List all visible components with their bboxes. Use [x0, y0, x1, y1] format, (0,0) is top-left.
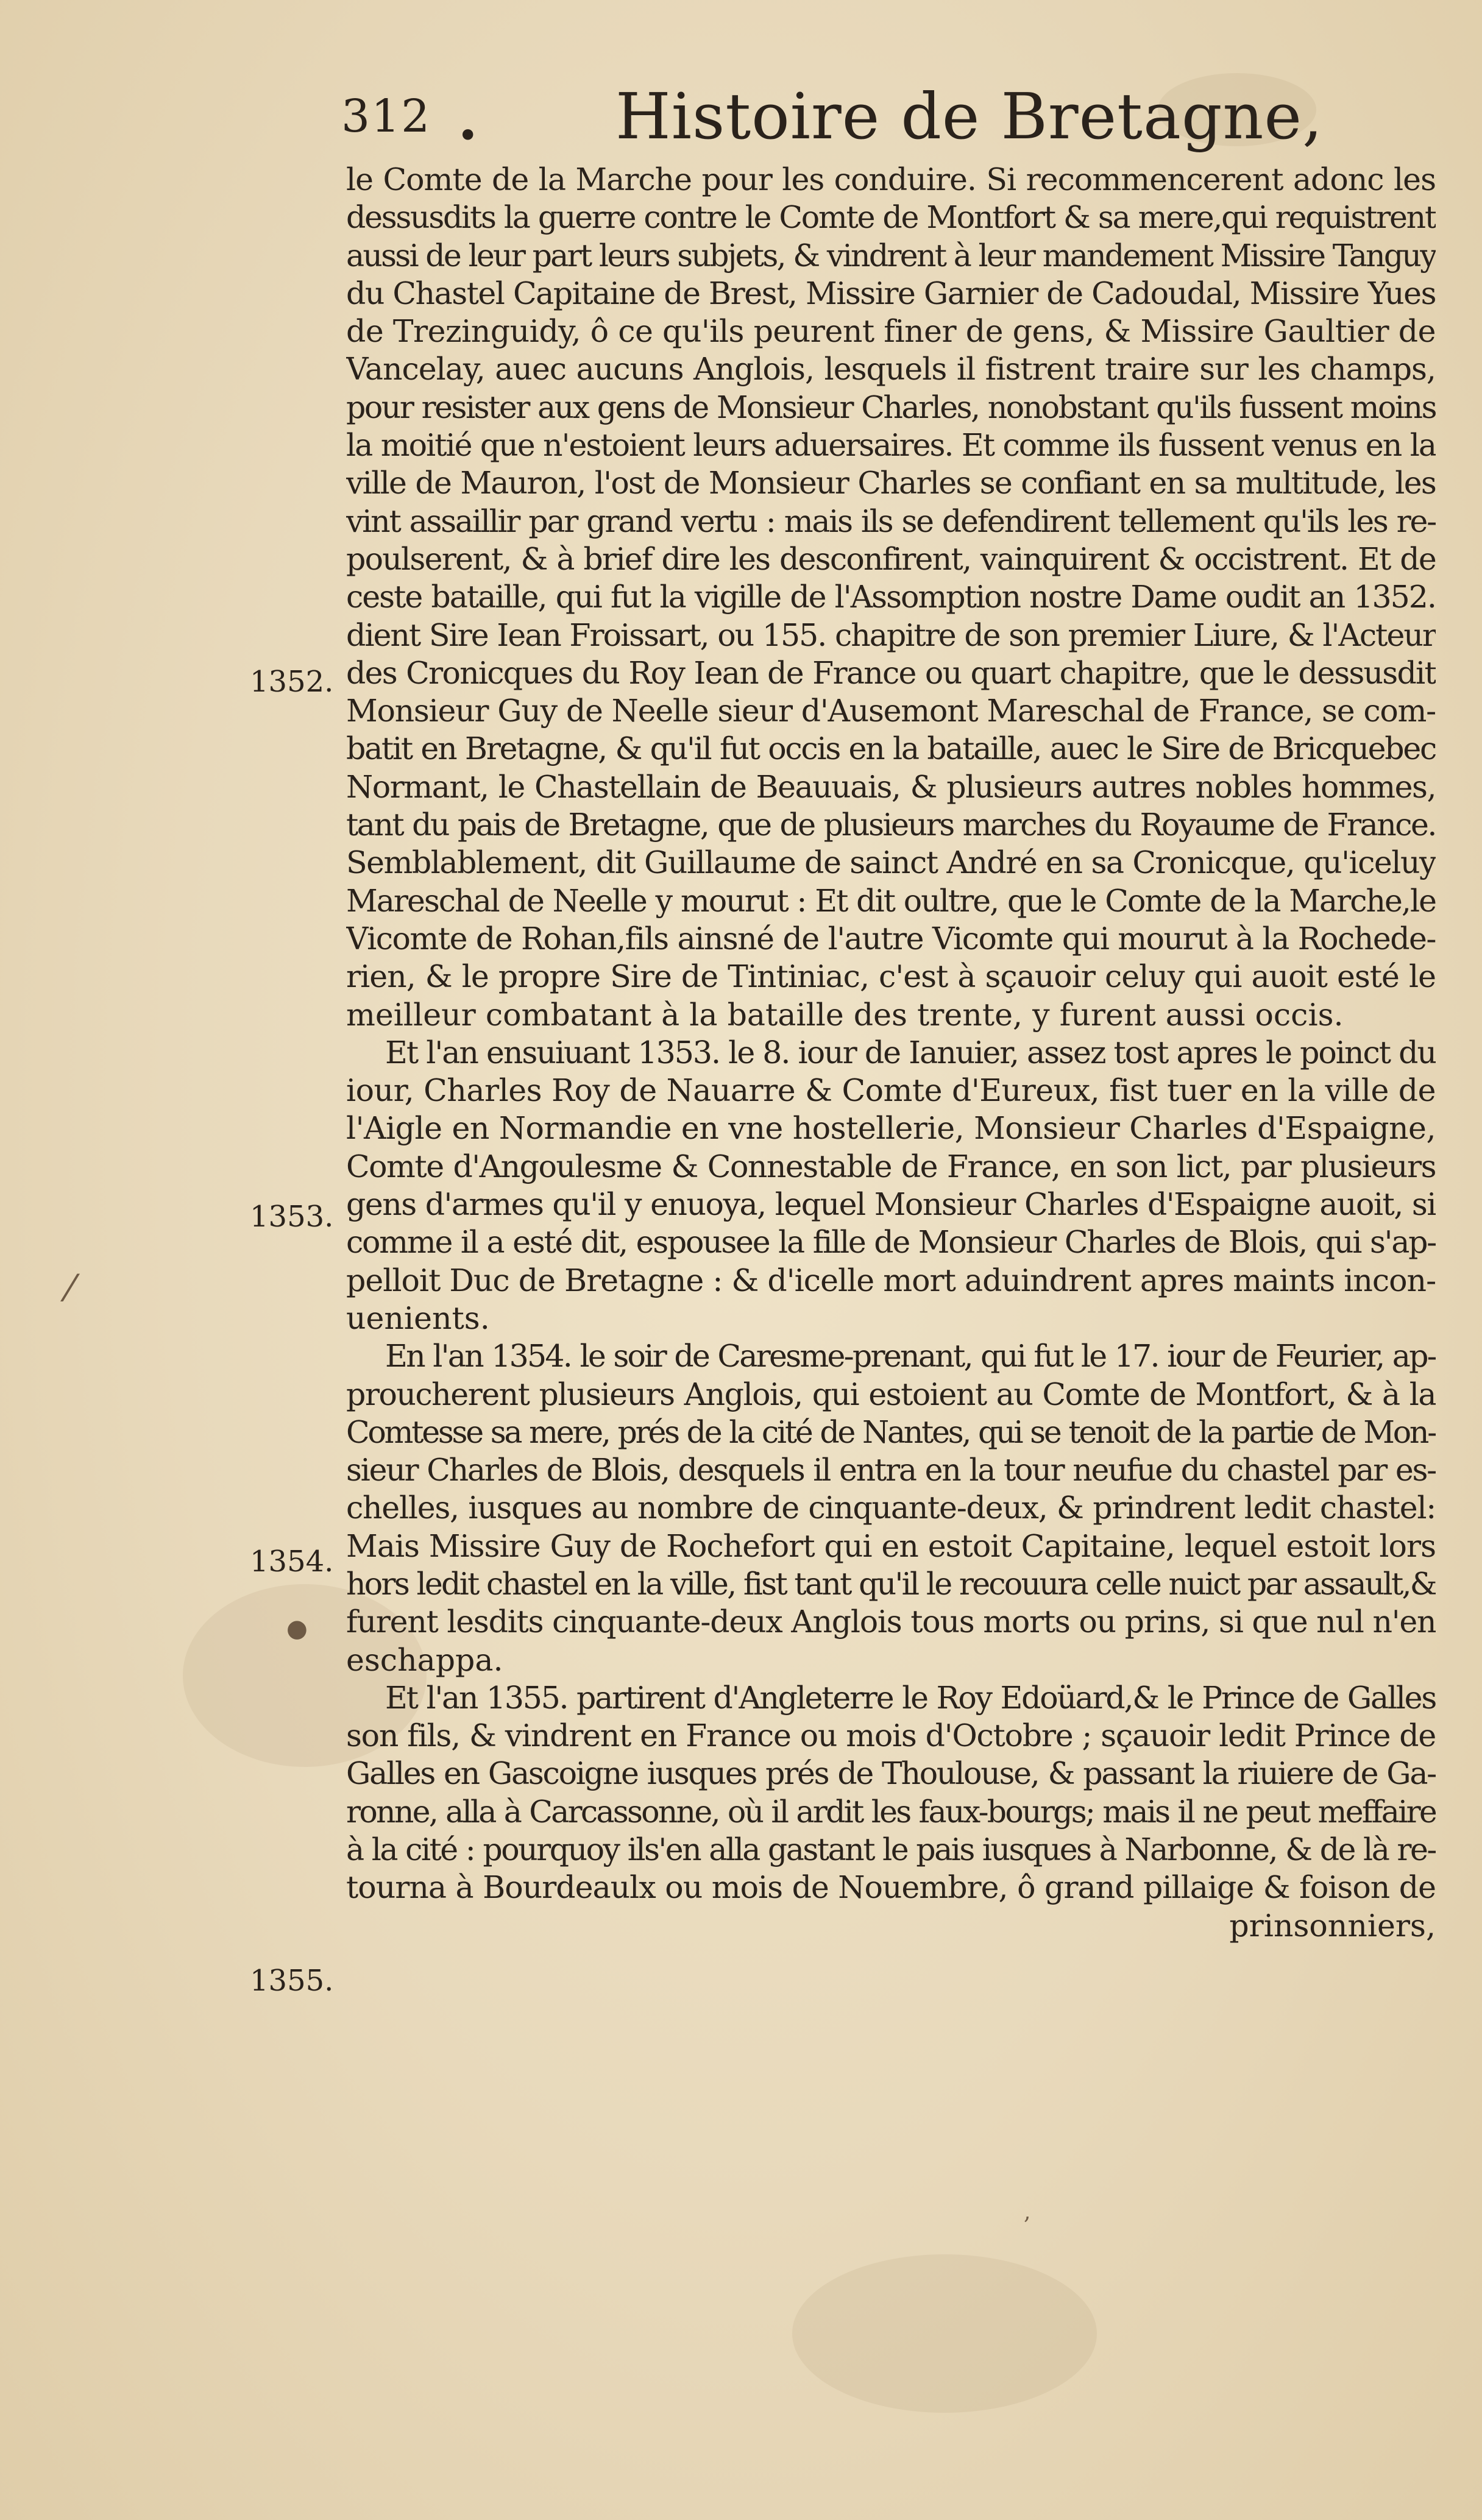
- text-line: ville de Mauron, l'ost de Monsieur Charles se confiant en sa multitude, les: [346, 465, 1436, 501]
- text-line: Semblablement, dit Guillaume de sainct André en sa Cronicque, qu'iceluy: [346, 844, 1436, 881]
- ink-speck: ,: [1024, 2200, 1031, 2224]
- paper-stain: [792, 2254, 1097, 2413]
- margin-year-1354: 1354.: [250, 1545, 334, 1579]
- margin-year-1353: 1353.: [250, 1200, 334, 1234]
- text-line: vint assaillir par grand vertu : mais ils se defendirent tellement qu'ils les re-: [346, 503, 1436, 539]
- text-line: Vancelay, auec aucuns Anglois, lesquels il fistrent traire sur les champs,: [346, 351, 1436, 388]
- margin-year-1355: 1355.: [250, 1964, 334, 1998]
- text-line: Et l'an 1355. partirent d'Angleterre le Roy Edoüard,& le Prince de Galles: [385, 1679, 1436, 1716]
- text-line: meilleur combatant à la bataille des trente, y furent aussi occis.: [346, 996, 1344, 1033]
- text-line: à la cité : pourquoy ils'en alla gastant le pais iusques à Narbonne, & de là re-: [346, 1832, 1436, 1868]
- text-line: uenients.: [346, 1300, 490, 1336]
- running-title: Histoire de Bretagne,: [615, 79, 1324, 154]
- text-line: aussi de leur part leurs subjets, & vindrent à leur mandement Missire Tanguy: [346, 237, 1436, 274]
- text-line: des Cronicques du Roy Iean de France ou quart chapitre, que le dessusdit: [346, 654, 1436, 691]
- text-line: dient Sire Iean Froissart, ou 155. chapitre de son premier Liure, & l'Acteur: [346, 617, 1436, 653]
- text-line: ronne, alla à Carcassonne, où il ardit les faux-bourgs; mais il ne peut meffaire: [346, 1793, 1436, 1830]
- ink-blot: ●: [286, 1615, 308, 1643]
- text-line: gens d'armes qu'il y enuoya, lequel Monsieur Charles d'Espaigne auoit, si: [346, 1186, 1436, 1223]
- text-line: Et l'an ensuiuant 1353. le 8. iour de Ianuier, assez tost apres le poinct du: [385, 1034, 1436, 1071]
- text-line: Mareschal de Neelle y mourut : Et dit oultre, que le Comte de la Marche,le: [346, 882, 1436, 919]
- margin-year-1352: 1352.: [250, 665, 334, 699]
- text-line: tourna à Bourdeaulx ou mois de Nouembre, ô grand pillaige & foison de: [346, 1869, 1436, 1906]
- pencil-mark: ⁄: [67, 1267, 74, 1310]
- text-line: iour, Charles Roy de Nauarre & Comte d'Eureux, fist tuer en la ville de: [346, 1072, 1436, 1109]
- text-line: rien, & le propre Sire de Tintiniac, c'est à sçauoir celuy qui auoit esté le: [346, 958, 1436, 995]
- text-line: Mais Missire Guy de Rochefort qui en estoit Capitaine, lequel estoit lors: [346, 1527, 1436, 1564]
- text-line: poulserent, & à brief dire les desconfirent, vainquirent & occistrent. Et de: [346, 540, 1436, 577]
- text-line: ceste bataille, qui fut la vigille de l'Assomption nostre Dame oudit an 1352.: [346, 579, 1436, 615]
- text-line: eschappa.: [346, 1641, 503, 1678]
- text-line: En l'an 1354. le soir de Caresme-prenant, qui fut le 17. iour de Feurier, ap-: [385, 1338, 1436, 1375]
- text-line: de Trezinguidy, ô ce qu'ils peurent finer de gens, & Missire Gaultier de: [346, 313, 1436, 350]
- text-line: du Chastel Capitaine de Brest, Missire Garnier de Cadoudal, Missire Yues: [346, 275, 1436, 311]
- catchword: prinsonniers,: [1229, 1907, 1436, 1944]
- text-line: Comte d'Angoulesme & Connestable de France, en son lict, par plusieurs: [346, 1148, 1436, 1184]
- text-line: Monsieur Guy de Neelle sieur d'Ausemont Mareschal de France, se com-: [346, 693, 1436, 729]
- text-line: le Comte de la Marche pour les conduire. Si recommencerent adonc les: [346, 161, 1436, 197]
- text-line: pelloit Duc de Bretagne : & d'icelle mort aduindrent apres maints incon-: [346, 1262, 1436, 1298]
- text-line: son fils, & vindrent en France ou mois d'Octobre ; sçauoir ledit Prince de: [346, 1718, 1436, 1754]
- page-header: [341, 79, 1438, 158]
- text-line: Comtesse sa mere, prés de la cité de Nantes, qui se tenoit de la partie de Mon-: [346, 1414, 1436, 1450]
- ink-dot: •: [457, 115, 479, 157]
- text-line: pour resister aux gens de Monsieur Charles, nonobstant qu'ils fussent moins: [346, 389, 1436, 425]
- text-line: l'Aigle en Normandie en vne hostellerie, Monsieur Charles d'Espaigne,: [346, 1110, 1436, 1147]
- text-line: hors ledit chastel en la ville, fist tant qu'il le recouura celle nuict par assault,&: [346, 1565, 1436, 1602]
- text-line: dessusdits la guerre contre le Comte de Montfort & sa mere,qui requistrent: [346, 199, 1436, 236]
- folio-number: 312: [341, 90, 431, 143]
- text-line: batit en Bretagne, & qu'il fut occis en la bataille, auec le Sire de Bricquebec: [346, 731, 1436, 767]
- body-text: [346, 161, 1436, 1945]
- text-line: Galles en Gascoigne iusques prés de Thoulouse, & passant la riuiere de Ga-: [346, 1755, 1436, 1792]
- text-line: comme il a esté dit, espousee la fille de Monsieur Charles de Blois, qui s'ap-: [346, 1224, 1436, 1261]
- text-line: furent lesdits cinquante-deux Anglois tous morts ou prins, si que nul n'en: [346, 1604, 1436, 1640]
- text-line: la moitié que n'estoient leurs aduersaires. Et comme ils fussent venus en la: [346, 427, 1436, 464]
- text-line: sieur Charles de Blois, desquels il entra en la tour neufue du chastel par es-: [346, 1452, 1436, 1488]
- text-line: chelles, iusques au nombre de cinquante-deux, & prindrent ledit chastel:: [346, 1490, 1436, 1526]
- text-line: proucherent plusieurs Anglois, qui estoient au Comte de Montfort, & à la: [346, 1376, 1436, 1412]
- text-line: Normant, le Chastellain de Beauuais, & plusieurs autres nobles hommes,: [346, 768, 1436, 805]
- text-line: tant du pais de Bretagne, que de plusieurs marches du Royaume de France.: [346, 807, 1436, 843]
- text-line: Vicomte de Rohan,fils ainsné de l'autre Vicomte qui mourut à la Rochede-: [346, 920, 1436, 957]
